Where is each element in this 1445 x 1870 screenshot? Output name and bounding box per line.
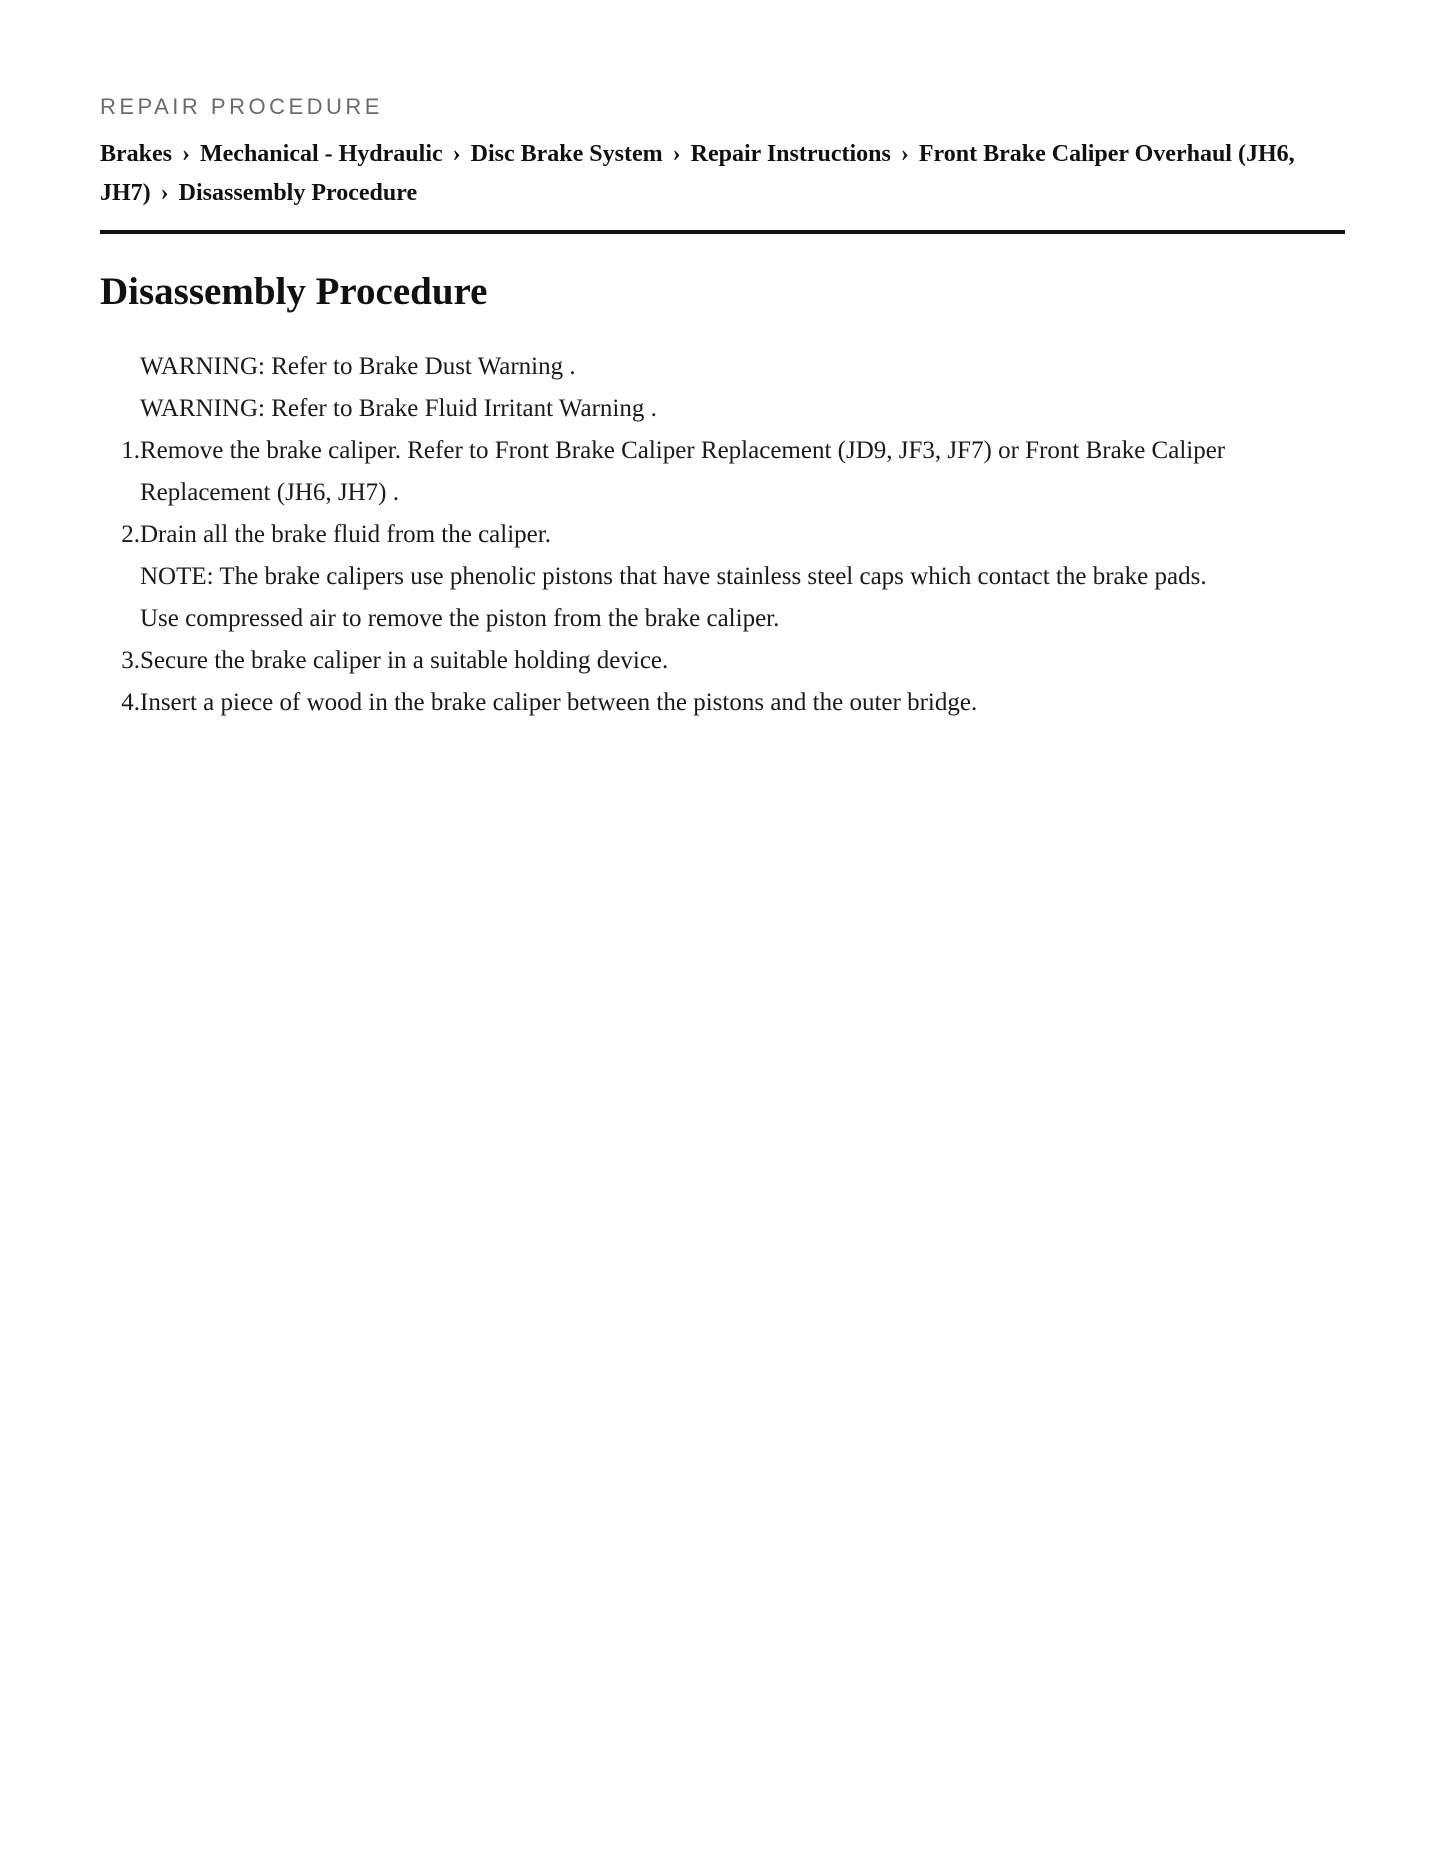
breadcrumb-separator: › [160, 180, 169, 206]
step-text: Insert a piece of wood in the brake caliper between the pistons and the outer bridge. [140, 689, 978, 716]
step-text: Secure the brake caliper in a suitable holding device. [140, 647, 669, 674]
breadcrumb-item-brakes: Brakes [100, 141, 172, 167]
breadcrumb-item-repair-instructions: Repair Instructions [690, 141, 891, 167]
list-item [100, 640, 1345, 682]
note [100, 556, 1345, 598]
warning-text: WARNING: Refer to Brake Dust Warning . [140, 353, 576, 380]
procedure-steps [100, 346, 1345, 724]
step-number: 4. [121, 689, 140, 716]
list-item [100, 430, 1345, 514]
step-text: Remove the brake caliper. Refer to Front Brake Caliper Replacement (JD9, JF3, JF7) or Front Brake Caliper Replacement (JH6, JH7) . [140, 437, 1226, 506]
breadcrumb-item-mechanical-hydraulic: Mechanical - Hydraulic [200, 141, 443, 167]
breadcrumb-item-caliper-overhaul: Front Brake Caliper Overhaul (JH6, JH7) [100, 141, 1295, 206]
page-title: Disassembly Procedure [100, 270, 488, 313]
breadcrumb-separator: › [452, 141, 461, 167]
header-divider [100, 230, 1345, 234]
note-text: NOTE: The brake calipers use phenolic pistons that have stainless steel caps which contact the brake pads. [140, 563, 1207, 590]
breadcrumb [100, 135, 1345, 213]
breadcrumb-separator: › [900, 141, 909, 167]
warning-brake-dust [100, 346, 1345, 388]
note-followup [100, 598, 1345, 640]
breadcrumb-separator: › [672, 141, 681, 167]
section-eyebrow: REPAIR PROCEDURE [100, 94, 383, 119]
breadcrumb-separator: › [182, 141, 190, 167]
breadcrumb-item-disc-brake-system: Disc Brake System [470, 141, 663, 167]
warning-brake-fluid [100, 388, 1345, 430]
warning-text: WARNING: Refer to Brake Fluid Irritant Warning . [140, 395, 657, 422]
step-text: Drain all the brake fluid from the caliper. [140, 521, 551, 548]
step-number: 3. [121, 647, 140, 674]
document-page [100, 94, 1345, 724]
step-number: 2. [121, 521, 140, 548]
list-item [100, 682, 1345, 724]
step-number: 1. [121, 437, 140, 464]
list-item [100, 514, 1345, 556]
note-followup-text: Use compressed air to remove the piston from the brake caliper. [140, 605, 780, 632]
breadcrumb-item-disassembly-procedure: Disassembly Procedure [178, 180, 418, 206]
